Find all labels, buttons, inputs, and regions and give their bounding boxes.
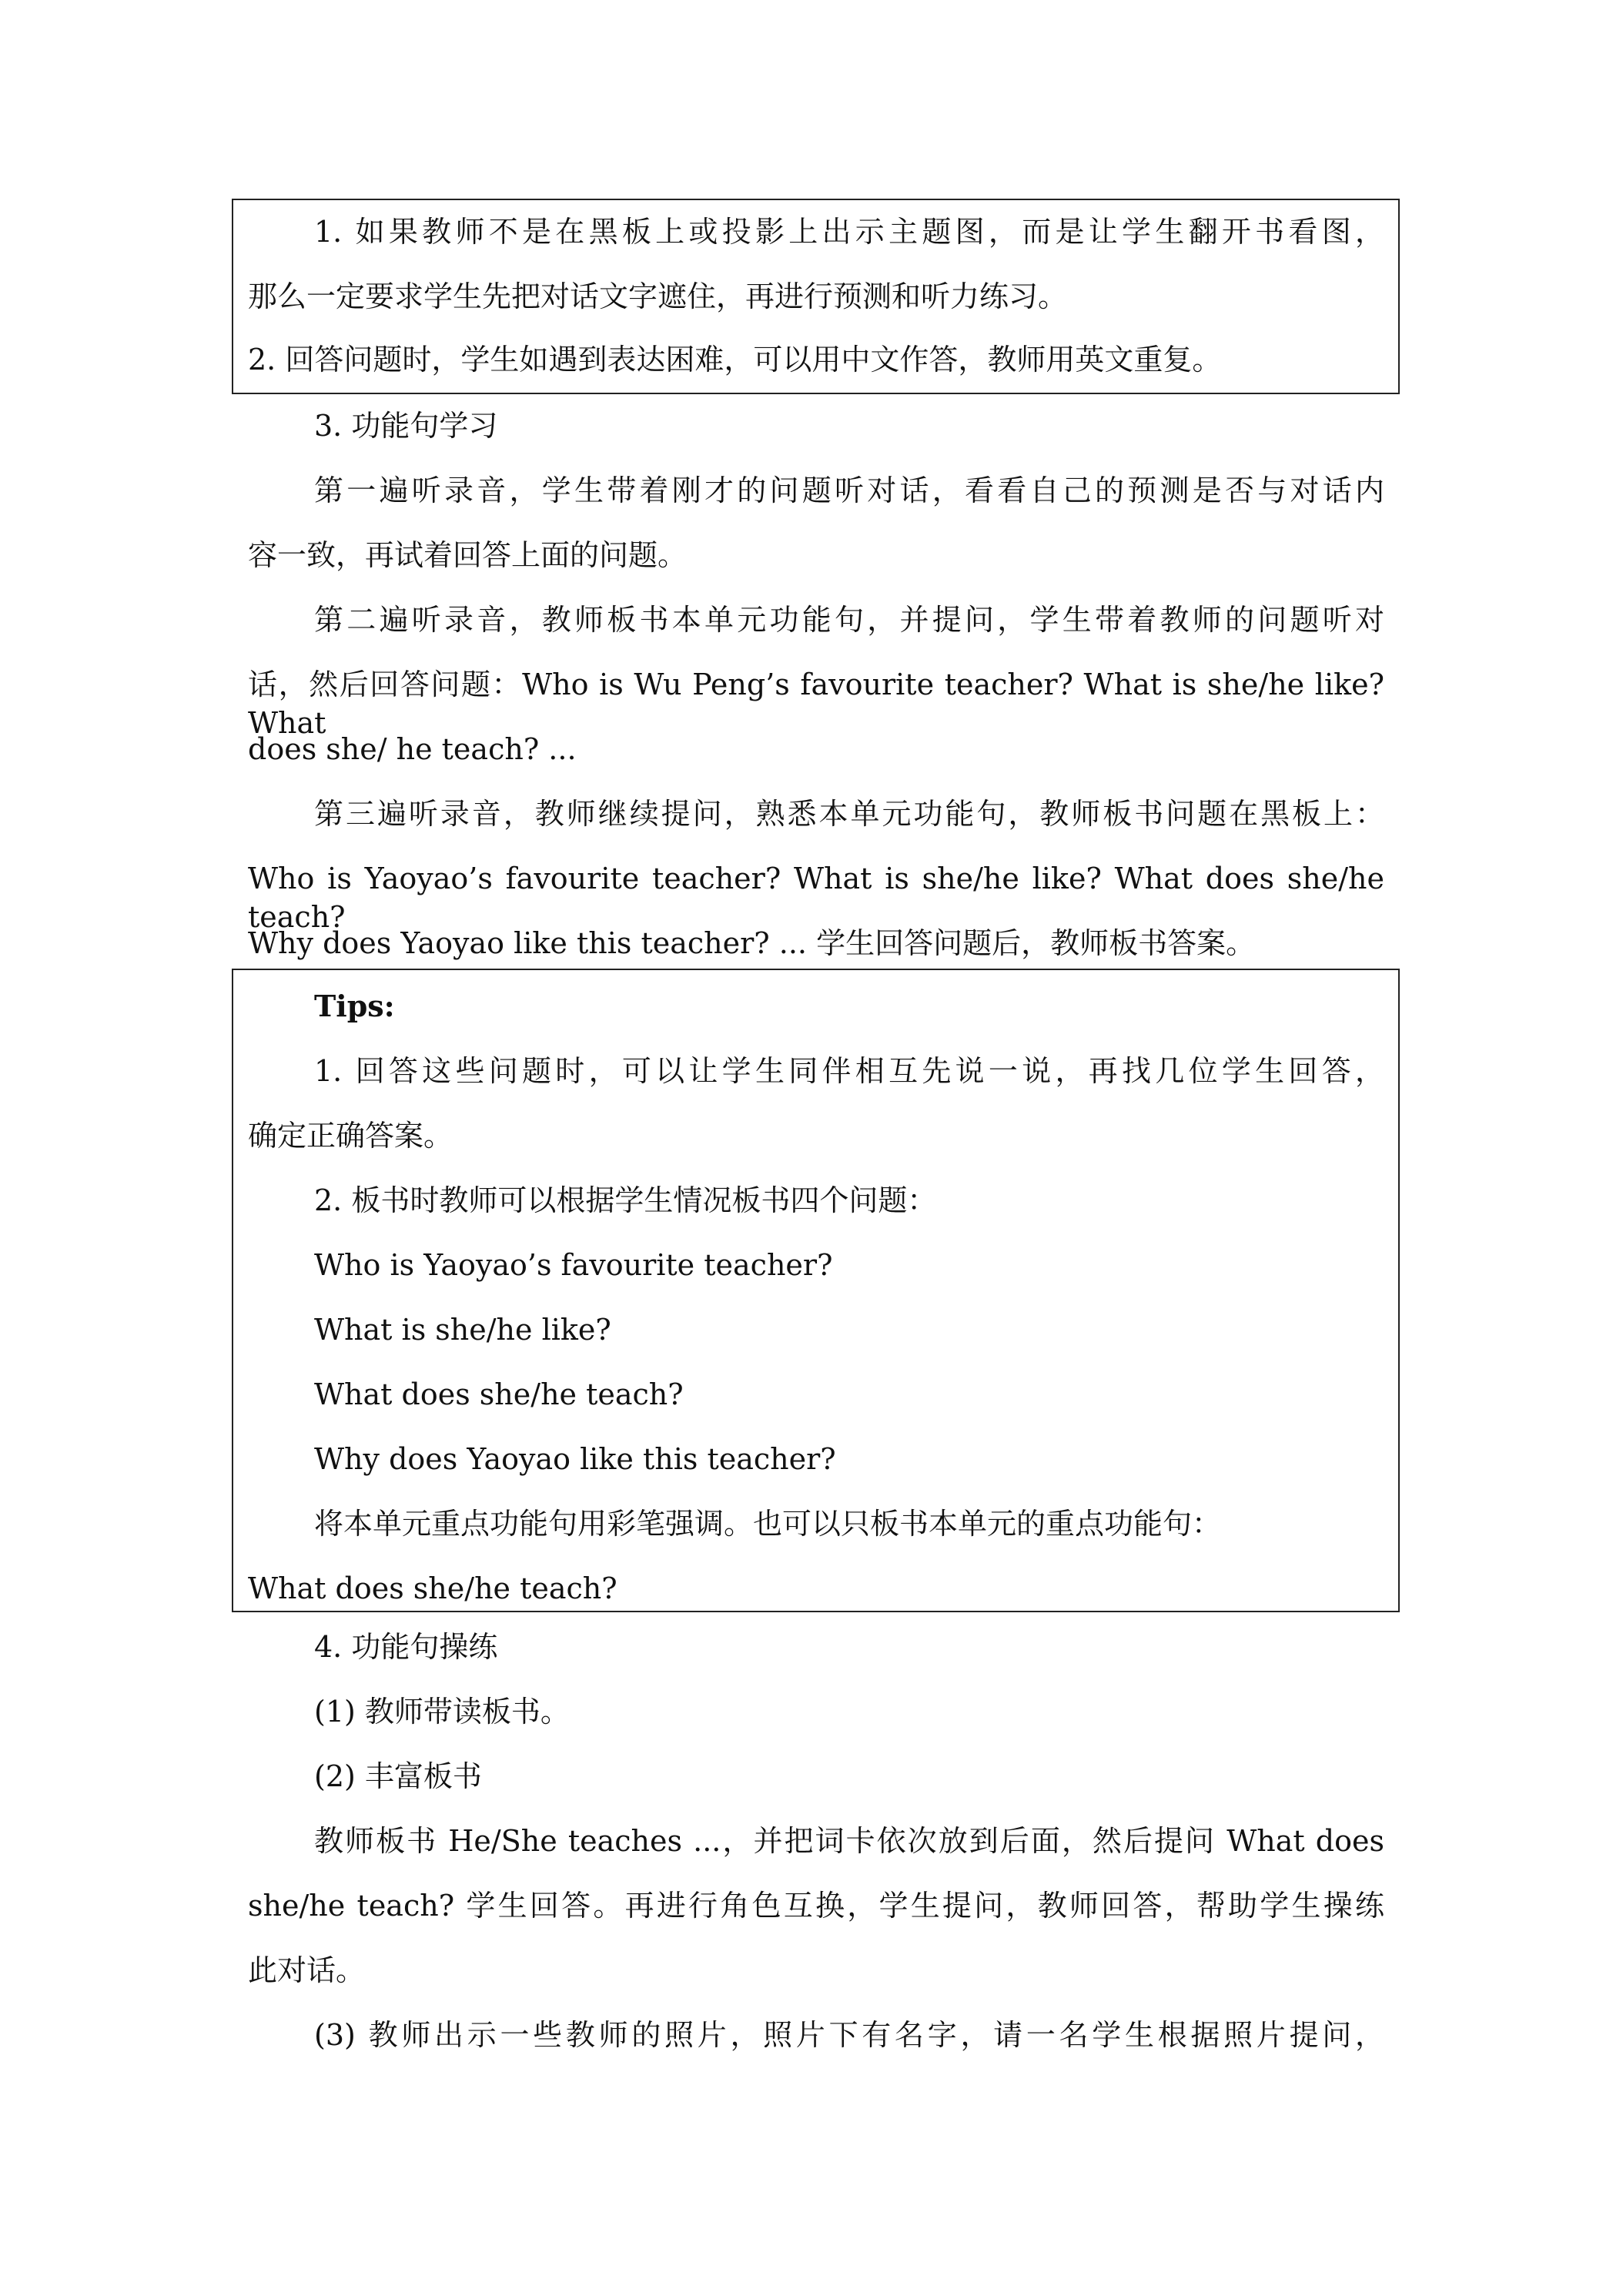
tips-item-1-line-1: 1. 回答这些问题时，可以让学生同伴相互先说一说，再找几位学生回答， — [314, 1054, 1384, 1088]
section-3-p3-line-3: Why does Yaoyao like this teacher? ... 学生回答问题后，教师板书答案。 — [248, 926, 1256, 960]
section-4-heading: 4. 功能句操练 — [314, 1630, 498, 1664]
tips-note-line-2: What does she/he teach? — [248, 1571, 617, 1605]
tips-title: Tips: — [314, 989, 395, 1023]
section-4-item-2: (2) 丰富板书 — [314, 1759, 482, 1793]
tips-question-1: Who is Yaoyao’s favourite teacher? — [314, 1248, 833, 1282]
tips-question-2: What is she/he like? — [314, 1313, 611, 1347]
tips-question-4: Why does Yaoyao like this teacher? — [314, 1442, 836, 1476]
section-3-p3-line-2: Who is Yaoyao’s favourite teacher? What is she/he like? What does she/he teach? — [248, 862, 1384, 934]
section-3-p2-line-3: does she/ he teach? ... — [248, 732, 577, 766]
note-box-1-line-3: 2. 回答问题时，学生如遇到表达困难，可以用中文作答，教师用英文重复。 — [248, 343, 1222, 377]
note-box-1-line-2: 那么一定要求学生先把对话文字遮住，再进行预测和听力练习。 — [248, 279, 1068, 313]
section-4-p1-line-3: 此对话。 — [248, 1953, 366, 1987]
section-4-item-3: (3) 教师出示一些教师的照片，照片下有名字，请一名学生根据照片提问， — [314, 2018, 1384, 2052]
tips-item-1-line-2: 确定正确答案。 — [248, 1119, 453, 1153]
section-3-p1-line-1: 第一遍听录音，学生带着刚才的问题听对话，看看自己的预测是否与对话内 — [314, 474, 1384, 507]
tips-item-2: 2. 板书时教师可以根据学生情况板书四个问题： — [314, 1183, 937, 1217]
section-3-p3-line-1: 第三遍听录音，教师继续提问，熟悉本单元功能句，教师板书问题在黑板上： — [314, 797, 1384, 831]
section-3-heading: 3. 功能句学习 — [314, 409, 498, 443]
tips-question-3: What does she/he teach? — [314, 1377, 684, 1411]
tips-note-line-1: 将本单元重点功能句用彩笔强调。也可以只板书本单元的重点功能句： — [314, 1507, 1222, 1541]
note-box-1-line-1: 1. 如果教师不是在黑板上或投影上出示主题图，而是让学生翻开书看图， — [314, 215, 1384, 249]
section-3-p1-line-2: 容一致，再试着回答上面的问题。 — [248, 538, 688, 572]
section-3-p2-line-2: 话，然后回答问题：Who is Wu Peng’s favourite teacher? What is she/he like? What — [248, 668, 1384, 740]
section-3-p2-line-1: 第二遍听录音，教师板书本单元功能句，并提问，学生带着教师的问题听对 — [314, 603, 1384, 637]
section-4-p1-line-1: 教师板书 He/She teaches ...，并把词卡依次放到后面，然后提问 What does — [314, 1824, 1384, 1858]
section-4-item-1: (1) 教师带读板书。 — [314, 1695, 570, 1729]
section-4-p1-line-2: she/he teach? 学生回答。再进行角色互换，学生提问，教师回答，帮助学生操练 — [248, 1889, 1384, 1923]
